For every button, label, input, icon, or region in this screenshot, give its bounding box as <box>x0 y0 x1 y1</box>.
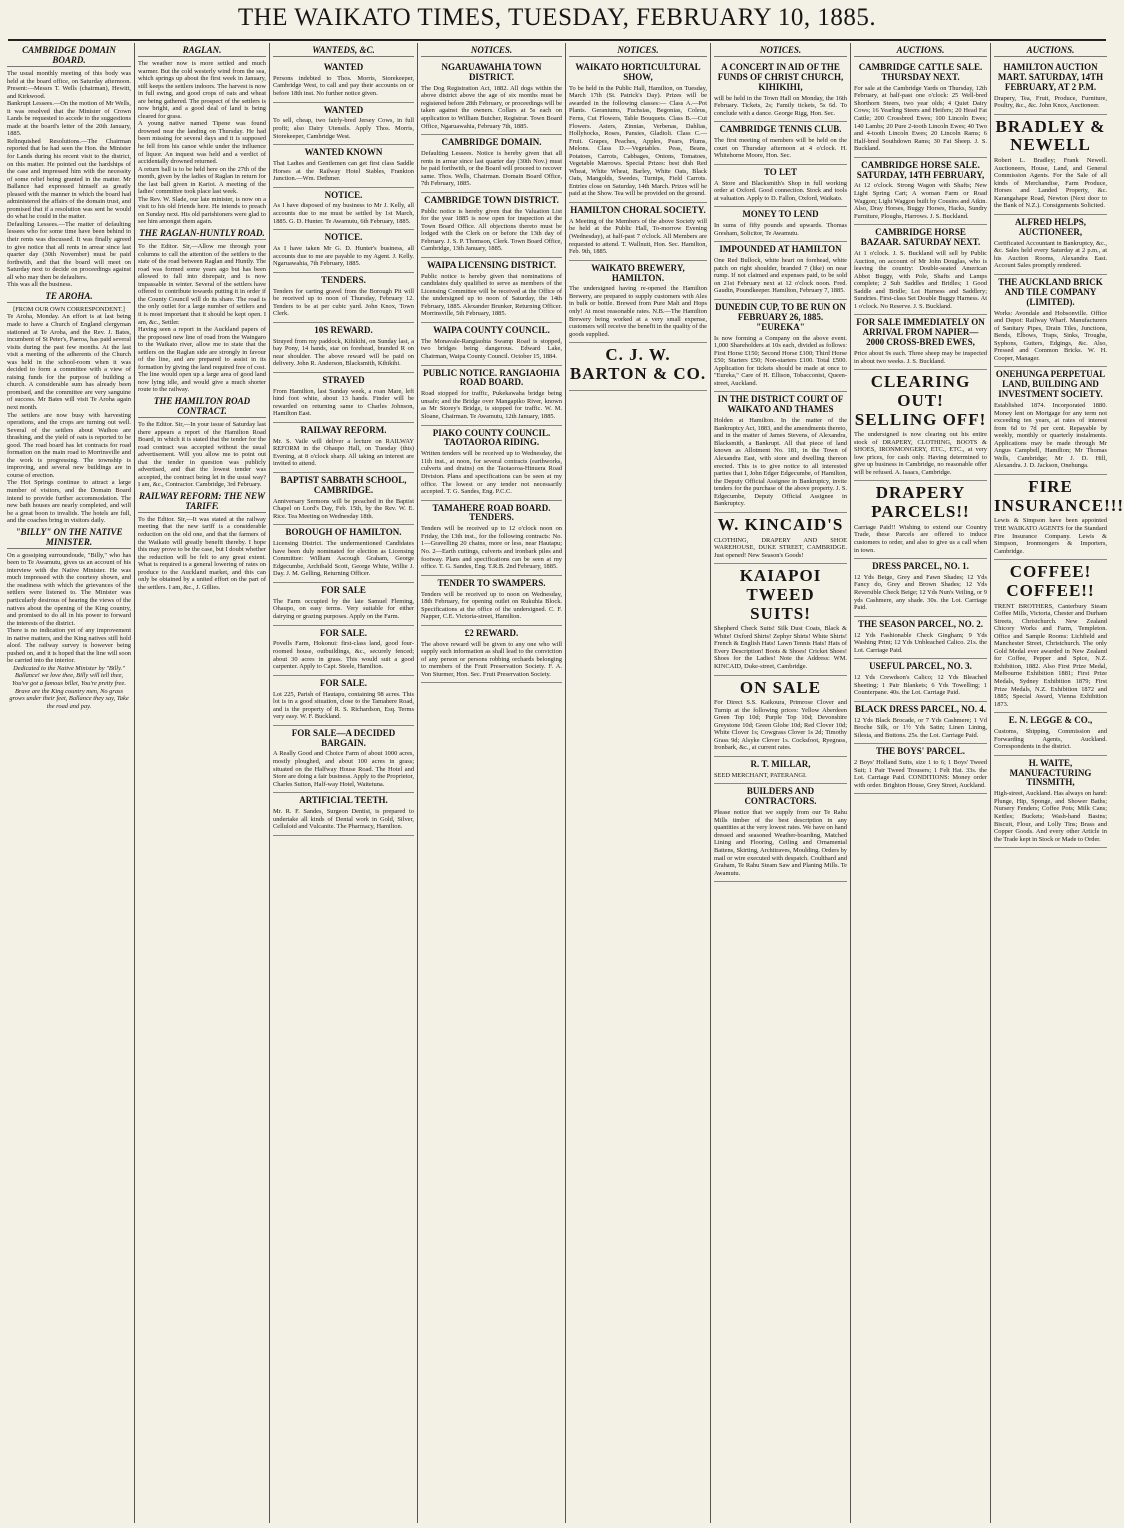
advertisement-body: For sale at the Cambridge Yards on Thursday, 12th February, at half-past one o'clock: 25 Well-bred Shorthorn Steers, two year olds; 4 Quiet Dairy Cows; 16 Yearling Steers and Heifers; 20 Head Fat Cattle; 200 Crossbred Ewes; 100 Lincoln Ewes; 140 Lambs; 20 Pure 2-tooth Lincoln Ewes; 40 Two and 4-tooth Lincoln Ewes; 20 Lincoln Rams; 6 Half-bred Southdown Rams; 30 Fat Sheep. J. S. Buckland. <box>854 84 987 153</box>
article-paragraph: Bankrupt Lessees.—On the motion of Mr Wells, it was resolved that the Minister of Crown Lands be requested to accede to the suggestions made at the board's letter of the 20th January, 1885. <box>7 100 131 138</box>
advertisement-hamilton-choral-society <box>569 203 707 261</box>
advertisement-title: FOR SALE. <box>319 677 367 688</box>
advertisement-the-boys-parcel <box>854 744 987 794</box>
advertisement-body: Robert L. Bradley; Frank Newell. Auctioneers, House, Land, and General Commission Agents. For the Sale of all kinds of Merchandise, Farm Produce, Horses and Landed Property, &c. Karangahape Road, Newton (Next door to the Bank of N.Z.). Consignments Solicited. <box>994 157 1107 210</box>
section-heading-notices: NOTICES. <box>569 45 707 57</box>
advertisement-body: Tenders will be received up to noon on Wednesday, 18th February, for opening outlet on Rukuhia Block. Specifications at the office of the undersigned. C. F. Napper, C.E. Victoria-street, Hamilton. <box>421 590 562 621</box>
advertisement-title: TO LET <box>763 166 798 177</box>
advertisement-body: Povells Farm, Hokonui: first-class land, good four-roomed house, outbuildings, &c., securely fenced; about 30 acres in grass. This would suit a good carpenter. Apply to Capt. Steele, Hamilton. <box>273 640 414 671</box>
article-paragraph: Defaulting Lessees.—The matter of defaulting lessees who for some time have been behind in their rents was discussed. It was finally agreed to give notice that all rents in arrear since last quarter day (30th November) must be paid forthwith, and that the board will meet on Saturday next to decide on proceedings against all who may then be defaulters. <box>7 220 131 281</box>
article-paragraph: On a gossiping surroundoude, "Billy," who has been to Te Awamutu, gives us an account of his interview with the Native Minister. He was much impressed with the courtesy shown, and the readiness with which the grievances of the settlers were listened to. The Minister was particularly desirous of hearing the views of the natives about the opening of the King country, and promised to do all in his power to forward the interests of the district. <box>7 551 131 627</box>
advertisement-body: Price about 9s each. Three sheep may be inspected in about two weeks. J. S. Buckland. <box>854 350 987 365</box>
correspondent-note: [FROM OUR OWN CORRESPONDENT.] <box>13 305 125 313</box>
advertisement-body: Defaulting Lessees. Notice is hereby given that all rents in arrear since last quarter day (30th Nov.) must be paid forthwith, or the Board will proceed to recover same. Thos. Wells, Chairman. Domain Board Office, 7th February, 1885. <box>421 149 562 188</box>
article-paragraph: A young native named Tipene was found drowned near the landing on Thursday. He had been missing for several days and it is supposed he fell from his canoe while under the influence of liquor. An inquest was held and a verdict of accidentally drowned returned. <box>138 120 266 166</box>
advertisement-on-sale <box>714 676 847 758</box>
advertisement-body: Is now forming a Company on the above event. 1,000 Shareholders at 10s each, divided as follows: First Horse £150; Second Horse £100; Third Horse £50; Starters £50; Non-starters £100. Total £500. Application for tickets should be made at once to "Eureka," Care of H. Ellison, Tobacconist, Queen-street, Auckland. <box>714 334 847 387</box>
advertisement-body: Road stopped for traffic, Pukekawaha bridge being unsafe; and the Bridge over Mangapiko River, known as Mr Storey's Bridge, is stopped for traffic. W. M. Sloane, Chairman. Te Awamutu, 12th January, 1885. <box>421 390 562 420</box>
section-heading-notices: NOTICES. <box>714 45 847 57</box>
advertisement-coffee-coffee <box>994 560 1107 713</box>
advertisement-the-auckland-brick-and-tile-company-limi <box>994 275 1107 368</box>
advertisement-r-t-millar <box>714 757 847 784</box>
section-heading-auctions: AUCTIONS. <box>994 45 1107 57</box>
advertisement-builders-and-contractors <box>714 784 847 882</box>
advertisement-ngaruawahia-town-district <box>421 60 562 135</box>
advertisement-body: The Monavale-Rangiaohia Swamp Road is stopped, two bridges being dangerous. Edward Lake, Chairman, Waipa County Council. October 15, 1884. <box>421 337 562 361</box>
advertisement-to-let <box>714 165 847 208</box>
advertisement-body: Mr. R. F. Sandes, Surgeon Dentist, is prepared to undertake all kinds of Dental work in Gold, Silver, Celluloid and Vulcanite. The Pharmacy, Hamilton. <box>273 808 414 831</box>
advertisement-body: Strayed from my paddock, Kihikihi, on Sunday last, a bay Pony, 14 hands, star on forehead, branded R on near shoulder. The above reward will be paid on delivery. John R. Anderson, Blacksmith, Kihikihi. <box>273 337 414 368</box>
advertisement-cambridge-horse-bazaar-saturday-next <box>854 225 987 315</box>
advertisement-title: BOROUGH OF HAMILTON. <box>285 527 402 538</box>
advertisement-body: Works: Avondale and Hobsonville. Office and Depot: Railway Wharf. Manufacturers of Sanitary Pipes, Drain Tiles, Junctions, Bends, Elbows, Traps, Sinks, Troughs, Syphons, Gutters, Edgings, &c. Also, Pressed and Common Bricks. W. H. Cooper, Manager. <box>994 309 1107 362</box>
advertisement-body: Mr. S. Vaile will deliver a lecture on RAILWAY REFORM in the Ohaupo Hall, on Tuesday (this) Evening, at 8 o'clock sharp. All taking an interest are invited to attend. <box>273 437 414 468</box>
advertisement-body: Drapery, Tea, Fruit, Produce, Furniture, Poultry, &c., &c. John Knox, Auctioneer. <box>994 94 1107 110</box>
section-heading-notices: NOTICES. <box>421 45 562 57</box>
advertisement-title: MONEY TO LEND <box>742 209 819 220</box>
advertisement-body: SEED MERCHANT, PATERANGI. <box>714 771 807 779</box>
advertisement-title: TENDERS. <box>321 274 366 285</box>
advertisement-body: A Store and Blacksmith's Shop in full working order at Oxford. Good connection. Stock and tools at valuation. Apply to D. Fallon, Oxford, Waikato. <box>714 179 847 202</box>
advertisement-title: BAPTIST SABBATH SCHOOL, CAMBRIDGE. <box>280 474 407 495</box>
advertisement-body: The Dog Registration Act, 1882. All dogs within the above district above the age of six months must be registered before 28th February, or proceedings will be taken against the owners. Collars at 5s each on application to William Butcher, Registrar. Town Board Office, Ngaruawahia, February 7th, 1885. <box>421 84 562 130</box>
section-heading-auctions: AUCTIONS. <box>854 45 987 57</box>
advertisement-body: Established 1874. Incorporated 1880. Money lent on Mortgage for any term not exceeding ten years, at rates of interest from 6d to 7d per cent. Repayable by weekly, monthly or quarterly instalments. Applications may be made through Mr Angus Campbell, Hamilton; Mr Thomas Wells, Cambridge; Mr J. D. Hill, Alexandra. J. D. Jackson, Onehunga. <box>994 402 1107 470</box>
advertisement-body: will be held in the Town Hall on Monday, the 16th February. Tickets, 2s; Family tickets, 5s 6d. To conclude with a dance. George Rigg, Hon. Sec. <box>714 94 847 117</box>
article-paragraph: There is no indication yet of any improvement in native matters, and the King natives still hold aloof. The railway survey is however being pushed on, and it is hoped that the line will soon be carried into the interior. <box>7 627 131 665</box>
advertisement-title: ARTIFICIAL TEETH. <box>299 795 388 806</box>
advertisement-body: Public notice is hereby given that nominations of candidates duly qualified to serve as members of the Licensing Committee will be received at the Office of the undersigned up to noon of Saturday, the 14th February, 1885. Alexander Brunker, Returning Officer. Morrinsville, 5th February, 1885. <box>421 272 562 318</box>
heading-billy-native-minister: "BILLY" ON THE NATIVE MINISTER. <box>7 527 131 549</box>
advertisement-for-sale <box>273 676 414 726</box>
advertisement-title: IMPOUNDED AT HAMILTON <box>719 244 842 255</box>
column-8 <box>990 43 1124 1523</box>
advertisement-wanted-known <box>273 145 414 188</box>
advertisement-the-season-parcel-no-2 <box>854 617 987 660</box>
advertisement-title: CAMBRIDGE DOMAIN. <box>441 137 542 148</box>
advertisement-body: Holden at Hamilton. In the matter of the Bankruptcy Act, 1883, and the amendments thereto, and in the matter of James Stevens, of Alexandra, Blacksmith, a Bankrupt. All that piece of land known as Allotment No. 181, in the Town of Alexandra East, with store and dwelling thereon erected. This is to give notice to all interested parties that I, John Edger Edgecumbe, of Hamilton, the Deputy Official Assignee in Bankruptcy, invite tenders for the purchase of the above property. J. S. Edgecumbe, Deputy Official Assignee in Bankruptcy. <box>714 417 847 508</box>
advertisement-for-sale-a-decided-bargain <box>273 726 414 794</box>
advertisement-public-notice-rangiaohia-road-board <box>421 366 562 426</box>
advertisement-body: Carriage Paid!! Wishing to extend our Country Trade, these Parcels are offered to induce customers to order, and also to give us a call when in town. <box>854 523 987 554</box>
advertisement-title: H. WAITE, MANUFACTURING TINSMITH, <box>1009 757 1092 788</box>
advertisement-title: WAIKATO BREWERY, HAMILTON. <box>591 262 685 283</box>
advertisement-body: A Meeting of the Members of the above Society will be held at the Public Hall, To-morrow Evening (Wednesday), at half-past 7 o'clock. All Members are requested to attend. T. Wallnutt, Hon. Sec. Hamilton, Feb. 9th, 1885. <box>569 217 707 256</box>
advertisement-kaiapoi-tweed-suits <box>714 564 847 675</box>
article-paragraph: To the Editor. Sir,—It was stated at the railway meeting that the new tariff is a considerable reduction on the old one, and that the farmers of the Waikato will greatly benefit thereby. I hope this may prove to be the case, but I doubt whether the reduction will be felt to any great extent. What is required is a general lowering of rates on produce to the Auckland market, and this can only be obtained by a united effort on the part of the settlers. I am, &c., J. Gillies. <box>138 515 266 591</box>
advertisement-body: As I have disposed of my business to Mr J. Kelly, all accounts due to me must be settled by 1st March, 1885. G. D. Hunter. Te Awamutu, 6th February, 1885. <box>273 202 414 225</box>
advertisement-body: Persons indebted to Thos. Morris, Storekeeper, Cambridge West, to call and pay their accounts on or before 18th inst. No further notice given. <box>273 74 414 97</box>
advertisement-2-reward <box>421 626 562 684</box>
advertisement-title: COFFEE! COFFEE!! <box>1006 562 1095 600</box>
advertisement-body: Lot 225, Parish of Hautapu, containing 98 acres. This lot is in a good situation, close to the Tamahere Road, and is the property of R. S. Richardson, Esq. Terms very easy. W. F. Buckland. <box>273 690 414 721</box>
advertisement-tenders <box>273 273 414 323</box>
advertisement-piako-county-council-taotaoroa-riding <box>421 426 562 501</box>
heading-raglan: RAGLAN. <box>138 45 266 57</box>
advertisement-body: Written tenders will be received up to Wednesday, the 11th inst., at noon, for several contracts (earthworks, culverts and drains) on the Taotaoroa-Hinuera Road Division. Plans and specifications can be seen at my office. The lowest or any tender not necessarily accepted. T. G. Sandes, Eng. P.C.C. <box>421 450 562 496</box>
advertisement-title: BUILDERS AND CONTRACTORS. <box>744 786 817 807</box>
advertisement-title: ON SALE <box>739 677 822 697</box>
advertisement-strayed <box>273 373 414 423</box>
advertisement-title: CAMBRIDGE TOWN DISTRICT. <box>424 194 559 205</box>
advertisement-body: Licensing District. The undermentioned Candidates have been duly nominated for election as Licensing Committee: William Ascough Graham, George Edgecumbe, Archibald Scott, George White, Willie J. Day. J. M. Gelling, Returning Officer. <box>273 540 414 578</box>
heading-te-aroha: TE AROHA. <box>7 291 131 303</box>
advertisement-body: The above reward will be given to any one who will supply such information as shall lead to the conviction of any person or persons robbing orchards belonging to members of the Fruit Preservation Society. F. A. Von Sturmer, Hon. Sec. Fruit Preservation Society. <box>421 640 562 678</box>
column-2 <box>134 43 269 1523</box>
advertisement-waipa-county-council <box>421 323 562 366</box>
column-4 <box>417 43 565 1523</box>
advertisement-tender-to-swampers <box>421 576 562 626</box>
advertisement-title: WAIPA COUNTY COUNCIL. <box>433 325 550 336</box>
advertisement-body: A Really Good and Choice Farm of about 1000 acres, mostly ploughed, and about 100 acres in grass; situated on the Halfway House Road. The Hotel and Store are doing a fair business. Apply to the Proprietor, Charles Sutton, Half-way Hotel, Waitetuna. <box>273 750 414 788</box>
advertisement-title: TAMAHERE ROAD BOARD. TENDERS. <box>432 502 551 523</box>
advertisement-title: FOR SALE—A DECIDED BARGAIN. <box>291 727 396 748</box>
advertisement-title: IN THE DISTRICT COURT OF WAIKATO AND THAMES <box>717 394 844 415</box>
advertisement-body: Lewis & Simpson have been appointed THE WAIKATO AGENTS for the Standard Fire Insurance Company. Lewis & Simpson, Ironmongers & Importers, Cambridge. <box>994 517 1107 555</box>
article-paragraph: Having seen a report in the Auckland papers of the proposed new line of road from the Waingaro to the Waikato river, allow me to state that the settlers on the Raglan side are strongly in favour of the line, and are prepared to assist in its formation by giving the land required free of cost. The line would open up a large area of good land now lying idle, and would give a much shorter route to the railway. <box>138 326 266 394</box>
advertisement-title: USEFUL PARCEL, NO. 3. <box>869 661 972 672</box>
advertisement-artificial-teeth <box>273 793 414 836</box>
advertisement-onehunga-perpetual-land-building-and-inv <box>994 367 1107 475</box>
advertisement-title: CAMBRIDGE HORSE BAZAAR. SATURDAY NEXT. <box>860 227 981 248</box>
article-paragraph: This was all the business. <box>7 281 73 289</box>
advertisement-body: High-street, Auckland. Has always on hand: Plunge, Hip, Sponge, and Shower Baths; Nursery Fenders; Coffee Pots; Milk Cans; Kettles; Buckets; Wash-hand Basins; Biscuit, Flour, and Lolly Tins; Brass and Copper Goods. And every other Article in the Trade kept in Stock or Made to Order. <box>994 790 1107 843</box>
advertisement-title: BLACK DRESS PARCEL, NO. 4. <box>854 703 987 714</box>
advertisement-body: Tenders for carting gravel from the Borough Pit will be received up to noon of Thursday, February 12. Tenders to be at per cubic yard. John Knox, Town Clerk. <box>273 287 414 318</box>
advertisement-title: R. T. MILLAR, <box>750 759 811 770</box>
advertisement-body: 2 Boys' Holland Suits, size 1 to 6; 1 Boys' Tweed Suit; 1 Pair Tweed Trousers; 1 Felt Hat. 33s. the Lot. Carriage Paid. CONDITIONS: Money order with order. Brighton House, Grey Street, Auckland. <box>854 759 987 789</box>
advertisement-e-n-legge-co <box>994 713 1107 756</box>
advertisement-title: WAIPA LICENSING DISTRICT. <box>427 259 556 270</box>
advertisement-black-dress-parcel-no-4 <box>854 702 987 745</box>
advertisement-c-j-w-barton-co <box>569 343 707 390</box>
advertisement-body: To be held in the Public Hall, Hamilton, on Tuesday, March 17th (St. Patrick's Day). Prizes will be awarded in the following classes:— Class A.—Pot Plants. Geraniums, Fuchsias, Begonias, Coleus, Ferns, Cut Flowers, Table Bouquets. Class B.—Cut Flowers. Asters, Zinnias, Verbenas, Dahlias, Hollyhocks, Roses, Pansies, Gladioli. Class C.—Fruit. Grapes, Peaches, Apples, Pears, Plums, Melons. Class D.—Vegetables. Peas, Beans, Potatoes, Carrots, Cabbages, Onions, Tomatoes, Vegetable Marrows. Special Prizes: best dish Red Wheat, White Wheat, Barley, White Oats, Black Oats, Mangolds, Swedes, Turnips, Field Carrots. Entries close on Saturday, 14th March. Prizes will be paid at the Show. Tea will be provided on the ground. <box>569 84 707 198</box>
advertisement-title: CLEARING OUT! SELLING OFF! <box>854 372 987 429</box>
advertisement-title: £2 REWARD. <box>464 627 519 638</box>
advertisement-title: DRESS PARCEL, NO. 1. <box>872 561 969 572</box>
advertisement-drapery-parcels <box>854 481 987 559</box>
advertisement-h-waite-manufacturing-tinsmith <box>994 756 1107 849</box>
advertisement-body: Shepherd Check Suits! Silk Dust Coats, Black & White! Oxford Shirts! Zephyr Shirts! White Shirts! French & English Hats! Lawn Tennis Hats! Hats of Every Description! Boots & Shoes! Cricket Shoes! Shoes for the Ladies! Note the Address: WM. KINCAID, Duke-street, Cambridge. <box>714 625 847 670</box>
advertisement-alfred-helps-auctioneer <box>994 215 1107 275</box>
advertisement-title: NOTICE. <box>324 232 363 243</box>
advertisement-body: 12 Yds Crewdson's Calico; 12 Yds Bleached Sheeting; 1 Pair Blankets; 6 Yds Towelling; 1 Counterpane. 40s. the Lot. Carriage Paid. <box>854 674 987 697</box>
advertisement-cambridge-domain <box>421 135 562 193</box>
advertisement-body: 12 Yds Black Brocade, or 7 Yds Cashmere; 1 Vd Broche Silk, or 1½ Yds Satin; Linen Lining, Silesia, and Buttons. 25s. the Lot. Carriage Paid. <box>854 716 987 739</box>
advertisement-body: 12 Yds Beige, Grey and Fawn Shades; 12 Yds Fancy do, Grey and Brown Shades; 12 Yds Reversible Check Beige; 12 Yds Nun's Veiling, or 9 yds Cashmere, any shade. 30s. the Lot. Carriage Paid. <box>854 573 987 612</box>
advertisement-title: CAMBRIDGE HORSE SALE. SATURDAY, 14TH FEBRUARY, <box>856 159 985 180</box>
advertisement-useful-parcel-no-3 <box>854 659 987 702</box>
advertisement-in-the-district-court-of-waikato-and-tha <box>714 392 847 512</box>
advertisement-wanted <box>273 60 414 103</box>
advertisement-title: WANTED <box>323 104 364 115</box>
masthead-rule <box>8 39 1106 41</box>
advertisement-title: W. KINCAID'S <box>717 514 844 534</box>
heading-hamilton-road-contract: THE HAMILTON ROAD CONTRACT. <box>138 396 266 418</box>
advertisement-body: The undersigned having re-opened the Hamilton Brewery, are prepared to supply customers with Ales in bulk or bottle. Brewed from Pure Malt and Hops only! At most reasonable rates. N.B.—The Hamilton Brewery being worked at a very small expense, customers will receive the benefit in the quality of the goods supplied. <box>569 285 707 338</box>
advertisement-title: STRAYED <box>322 374 365 385</box>
advertisement-body: The undersigned is now clearing out his entire stock of DRAPERY, CLOTHING, BOOTS & SHOES, IRONMONGERY, ETC., ETC., at very low prices, for cash only. Having determined to give up business in Cambridge, no reasonable offer will be refused. A. Isaacs, Cambridge. <box>854 431 987 476</box>
advertisement-body: As I have taken Mr G. D. Hunter's business, all accounts due to me are payable to my Agent. J. Kelly. Ngaruawahia, 7th February, 1885. <box>273 245 414 268</box>
advertisement-title: CAMBRIDGE TENNIS CLUB. <box>719 124 842 135</box>
advertisement-bradley-newell <box>994 115 1107 215</box>
advertisement-title: WAIKATO HORTICULTURAL SHOW, <box>575 62 701 82</box>
advertisement-clearing-out-selling-off <box>854 370 987 481</box>
column-6 <box>710 43 850 1523</box>
advertisement-title: ONEHUNGA PERPETUAL LAND, BUILDING AND INVESTMENT SOCIETY. <box>995 369 1106 400</box>
advertisement-money-to-lend <box>714 207 847 242</box>
advertisement-impounded-at-hamilton <box>714 242 847 300</box>
verse: Dedicated to the Native Minister by "Billy." Ballance! we love thee, Billy will tell thee, You've got a famous billet, You're pretty free. Brave are the King country men, No grass grows under their feet, Ballance they say, Take the road and pay. <box>9 664 129 710</box>
advertisement-title: KAIAPOI TWEED SUITS! <box>739 566 822 623</box>
advertisement-title: C. J. W. BARTON & CO. <box>569 345 707 383</box>
article-paragraph: Te Aroha, Monday. An effort is at last being made to have a Church of England clergyman stationed at Te Aroha, and the Rev. J. Bates, incumbent of St Peter's, Paeroa, has paid several visits during the past few months. At the last visit a meeting of the adherents of the Church was held in the school-room when it was decided to form a committee with a view of raising funds for the purpose of building a church. A considerable sum has already been promised, and the committee are very sanguine of success. Mr Bates will visit Te Aroha again next month. <box>7 313 131 411</box>
masthead: THE WAIKATO TIMES, TUESDAY, FEBRUARY 10, 1885. <box>237 4 877 31</box>
advertisement-title: ALFRED HELPS, AUCTIONEER, <box>1014 216 1086 237</box>
article-paragraph: Relinquished Resolutions.—The Chairman reported that he had seen the Hon. the Minister for Lands during his recent visit to the district, on this matter. He pointed out the hardships of the case and impressed him with the necessity of some relief being granted in the matter. Mr Ballance had expressed himself as greatly pleased with the manner in which the board had administered the affairs of the domain trust, and promised that if a resolution was sent he would do what he could in the matter. <box>7 137 131 221</box>
advertisement-hamilton-auction-mart-saturday-14th-febr <box>994 60 1107 115</box>
advertisement-waikato-horticultural-show <box>569 60 707 203</box>
advertisement-title: FOR SALE IMMEDIATELY ON ARRIVAL FROM NAPIER— 2000 CROSS-BRED EWES, <box>856 317 985 348</box>
advertisement-dunedin-cup-to-be-run-on-february-26-188 <box>714 300 847 393</box>
advertisement-title: FOR SALE. <box>319 627 367 638</box>
advertisement-title: 10S REWARD. <box>314 324 373 335</box>
advertisement-title: NGARUAWAHIA TOWN DISTRICT. <box>441 62 542 82</box>
advertisement-notice <box>273 188 414 231</box>
advertisement-title: E. N. LEGGE & CO., <box>1008 715 1093 726</box>
advertisement-title: THE AUCKLAND BRICK AND TILE COMPANY (LIMITED). <box>998 276 1103 307</box>
advertisement-title: WANTED <box>323 62 364 72</box>
advertisement-body: Please notice that we supply from our Te Rahu Mills timber of the best description in any quantities at the very lowest rates. We have on hand dressed and seasoned Weather-boarding, Matched Lining and Flooring, Ceiling and Ornamental Battens, Skirting, Architraves, Moulding. Orders by mail or wire executed with despatch. Coulthard and Graham, Te Rahu Steam Saw and Planing Mills. Te Awamutu. <box>714 809 847 877</box>
section-heading-wanteds: WANTEDS, &C. <box>273 45 414 57</box>
article-paragraph: To the Editor. Sir,—In your issue of Saturday last there appears a report of the Hamilton Road Board, in which it is stated that the tender for the road contract was accepted without the usual advertisement. Will you allow me to point out that the tender in question was publicly advertised, and that the lowest tender was accepted, the contract being let in the usual way? I am, &c., Contractor. Cambridge, 3rd February. <box>138 420 266 489</box>
advertisement-a-concert-in-aid-of-the-funds-of-christ- <box>714 60 847 122</box>
article-paragraph: The weather now is more settled and much warmer. But the cold westerly wind from the sea, which springs up about the first week in January, still keeps the settlers indoors. The harvest is now in full swing, and good crops of oats and wheat are being gathered. The prospect of the settlers is now bright, and a good deal of land is being cleared for grass. <box>138 60 266 120</box>
column-3 <box>269 43 417 1523</box>
advertisement-body: At 12 o'clock. Strong Wagon with Shafts; New Light Spring Cart; A woman Farm or Road Waggon; Light Waggon built by Cousins and Atkin. Also, Dray Horses, Buggy Horses, Hacks, Sundry Furniture, Ploughs, Harrows. J. S. Buckland. <box>854 182 987 220</box>
advertisement-waikato-brewery-hamilton <box>569 261 707 344</box>
advertisement-body: That Ladies and Gentlemen can get first class Saddle Horses at the Railway Hotel Stables, Frankton Junction.—Wm. Dethmer. <box>273 159 414 183</box>
article-paragraph: The usual monthly meeting of this body was held at the board office, on Saturday afternoon. Present:—Messrs T. Wells (chairman), Hewitt, and Kirkwood. <box>7 70 131 100</box>
article-paragraph: To the Editor. Sir,—Allow me through your columns to call the attention of the settlers to the state of the road between Raglan and Huntly. The road was formed some years ago but has been allowed to fall into disrepair, and is now impassable in winter. Several of the settlers have offered to contribute towards putting it in order if the County Council will do its share. The road is the only outlet for a large number of settlers and it is most important that it should be kept open. I am, &c., Settler. <box>138 243 266 326</box>
advertisement-title: PUBLIC NOTICE. RANGIAOHIA ROAD BOARD. <box>423 367 560 388</box>
advertisement-title: WANTED KNOWN <box>304 147 383 158</box>
advertisement-wanted <box>273 103 414 146</box>
heading-cambridge-domain-board: CAMBRIDGE DOMAIN BOARD. <box>7 45 131 67</box>
advertisement-body: For Direct S.S. Kaikoura, Primrose Clover and Turnip at the following prices: Yellow Aberdeen Green Top 10d; Purple Top 10d; Devonshire Greystone 10d; Green Globe 10d; Red Clover 10d; White Clover 1s; Cowgrass Clover 1s 2d; Timothy Grass 9d; Alsyke Clover 1s. Cocksfoot, Ryegrass, Ironbark, &c., at current rates. <box>714 699 847 752</box>
advertisement-baptist-sabbath-school-cambridge <box>273 473 414 525</box>
article-paragraph: The Hot Springs continue to attract a large number of visitors, and the Domain Board intend to provide further accommodation. The new bath houses are nearly completed, and will be a great boon to invalids. The hotels are full, and the coaches bring in visitors daily. <box>7 479 131 525</box>
advertisement-body: Anniversary Sermons will be preached in the Baptist Chapel on Lord's Day, Feb. 15th, by the Rev. W. E. Rice. Tea Meeting on Wednesday 18th. <box>273 497 414 520</box>
article-paragraph: The settlers are now busy with harvesting operations, and the crops are turning out well. Several of the settlers about Waihou are thrashing, and the yield of oats is reported to be good. The road board has let contracts for road formation on the main road to Morrinsville and the work is progressing. The township is improving, and several new buildings are in course of erection. <box>7 411 131 479</box>
advertisement-tamahere-road-board-tenders <box>421 501 562 576</box>
advertisement-title: CAMBRIDGE CATTLE SALE. THURSDAY NEXT. <box>858 62 983 82</box>
advertisement-for-sale <box>273 626 414 676</box>
heading-railway-reform: RAILWAY REFORM: THE NEW TARIFF. <box>139 490 265 511</box>
advertisement-cambridge-horse-sale-saturday-14th-febru <box>854 158 987 226</box>
advertisement-title: PIAKO COUNTY COUNCIL. TAOTAOROA RIDING. <box>432 427 551 448</box>
advertisement-title: TENDER TO SWAMPERS. <box>437 577 546 588</box>
advertisement-body: Public notice is hereby given that the Valuation List for the year 1885 is now open for inspection at the Town Board Office. All objections thereto must be lodged with the Clerk on or before the 13th day of February. J. S. P. Thomson, Clerk. Town Board Office, Cambridge, 13th January, 1885. <box>421 207 562 253</box>
column-7 <box>850 43 990 1523</box>
advertisement-title: HAMILTON CHORAL SOCIETY. <box>570 204 706 215</box>
advertisement-body: At 1 o'clock. J. S. Buckland will sell by Public Auction, on account of Mr John Douglas, who is leaving the country: Double-seated American Abbot Buggy, with Pole, Shafts and Lamps complete; 2 Sub Saddles and Bridles; 1 Good Saddle and Bridle; Lot Harness and Saddlery; Sundries. First-class Set Double Buggy Harness. At 1 o'clock. No Reserve. J. S. Buckland. <box>854 250 987 310</box>
advertisement-title: DRAPERY PARCELS!! <box>871 483 970 522</box>
advertisement-cambridge-cattle-sale-thursday-next <box>854 60 987 158</box>
advertisement-for-sale-immediately-on-arrival-from-nap <box>854 315 987 370</box>
column-1 <box>4 43 134 1523</box>
advertisement-title: FOR SALE <box>321 585 366 596</box>
advertisement-cambridge-tennis-club <box>714 122 847 165</box>
advertisement-10s-reward <box>273 323 414 373</box>
advertisement-title: BRADLEY & NEWELL <box>995 116 1106 155</box>
advertisement-cambridge-town-district <box>421 193 562 258</box>
column-5 <box>565 43 710 1523</box>
advertisement-body: Tenders will be received up to 12 o'clock noon on Friday, the 13th inst., for the following contracts: No. 1—Gravelling 20 chains, more or less, near Hautapu; No. 2—Earth cuttings, culverts and ironbark piles and footway. Plans and specifications can be seen at my office. T. G. Sandes, Eng. T.R.B. 2nd February, 1885. <box>421 525 562 571</box>
advertisement-body: Customs, Shipping, Commission and Forwarding Agents, Auckland. Correspondents in the district. <box>994 728 1107 751</box>
advertisement-w-kincaid-s <box>714 513 847 564</box>
advertisement-waipa-licensing-district <box>421 258 562 323</box>
advertisement-borough-of-hamilton <box>273 525 414 583</box>
advertisement-title: THE SEASON PARCEL, NO. 2. <box>857 618 984 629</box>
advertisement-railway-reform <box>273 423 414 473</box>
advertisement-title: A CONCERT IN AID OF THE FUNDS OF CHRIST CHURCH, KIHIKIHI, <box>717 62 844 92</box>
advertisement-title: RAILWAY REFORM. <box>300 424 387 435</box>
advertisement-body: From Hamilton, last Sunday week, a roan Mare, left hind foot white, about 13 hands. Finder will be rewarded on returning same to Charles Johnson, Hamilton East. <box>273 387 414 418</box>
advertisement-body: To sell, cheap, two fairly-bred Jersey Cows, in full profit; also Dairy Utensils. Apply Thos. Morris, Storekeeper, Cambridge West. <box>273 117 414 140</box>
advertisement-title: DUNEDIN CUP, TO BE RUN ON FEBRUARY 26, 1885. "EUREKA" <box>715 301 846 332</box>
advertisement-body: TRENT BROTHERS, Canterbury Steam Coffee Mills, Victoria, Chester and Durham Streets, Christchurch. New Zealand Chicory Works and Farm, Templeton. Office and Sample Rooms: Lichfield and Manchester Street, Christchurch. The only Gold Medal ever awarded in New Zealand for Coffee, Pepper and Spice, N.Z. Exhibition, 1882. Also First Prize Medal, Melbourne Exhibition 1881; First Prize Medals, Sydney Exhibition 1879; First Prize Medals, N.Z. Exhibition 1872 and 1885; Special Award, Vienna Exhibition 1873. <box>994 602 1107 708</box>
advertisement-body: The Farm occupied by the late Samuel Fleming, Ohaupo, on easy terms. Very suitable for either dairying or grazing purposes. Apply on the Farm. <box>273 597 414 620</box>
advertisement-body: 12 Yds Fashionable Check Gingham; 9 Yds Washing Print; 12 Yds Unbleached Calico. 21s. the Lot. Carriage Paid. <box>854 631 987 654</box>
advertisement-title: THE BOYS' PARCEL. <box>875 746 966 757</box>
advertisement-body: The first meeting of members will be held on the court on Thursday afternoon at 4 o'clock. H. Whitehorne Moore, Hon. Sec. <box>714 137 847 160</box>
advertisement-notice <box>273 230 414 273</box>
advertisement-title: FIRE INSURANCE!!! <box>994 477 1124 515</box>
advertisement-body: Certificated Accountant in Bankruptcy, &c., &c. Sales held every Saturday at 2 p.m., at his Auction Rooms, Alexandra East. Account Sales promptly rendered. <box>994 239 1107 270</box>
article-paragraph: A return ball is to be held here on the 27th of the month, given by the ladies of Raglan in return for the last ball given in Karioi. A meeting of the ladies' committee took place last week. <box>138 165 266 196</box>
advertisement-body: In sums of fifty pounds and upwards. Thomas Gresham, Solicitor, Te Awamutu. <box>714 222 847 237</box>
advertisement-dress-parcel-no-1 <box>854 559 987 617</box>
heading-raglan-huntly-road: THE RAGLAN-HUNTLY ROAD. <box>139 228 265 239</box>
advertisement-title: NOTICE. <box>324 189 363 200</box>
article-paragraph: The Rev. W. Slade, our late minister, is now on a visit to his old friends here. He intends to preach on Sunday next. His old parishioners were glad to see him amongst them again. <box>138 195 266 226</box>
advertisement-body: CLOTHING, DRAPERY AND SHOE WAREHOUSE, DUKE STREET, CAMBRIDGE. Just opened! New Season's Goods! <box>714 536 847 559</box>
advertisement-title: HAMILTON AUCTION MART. SATURDAY, 14TH FEBRUARY, AT 2 P.M. <box>997 62 1104 92</box>
advertisement-fire-insurance <box>994 475 1124 560</box>
advertisement-body: One Red Bullock, white heart on forehead, white patch on right shoulder, branded 7 (like) on near rump. If not claimed and expenses paid, to be sold on 21st February next at 12 o'clock noon. Fred. Gaudin, Poundkeeper. Hamilton, February 7, 1885. <box>714 257 847 295</box>
advertisement-for-sale <box>273 583 414 626</box>
